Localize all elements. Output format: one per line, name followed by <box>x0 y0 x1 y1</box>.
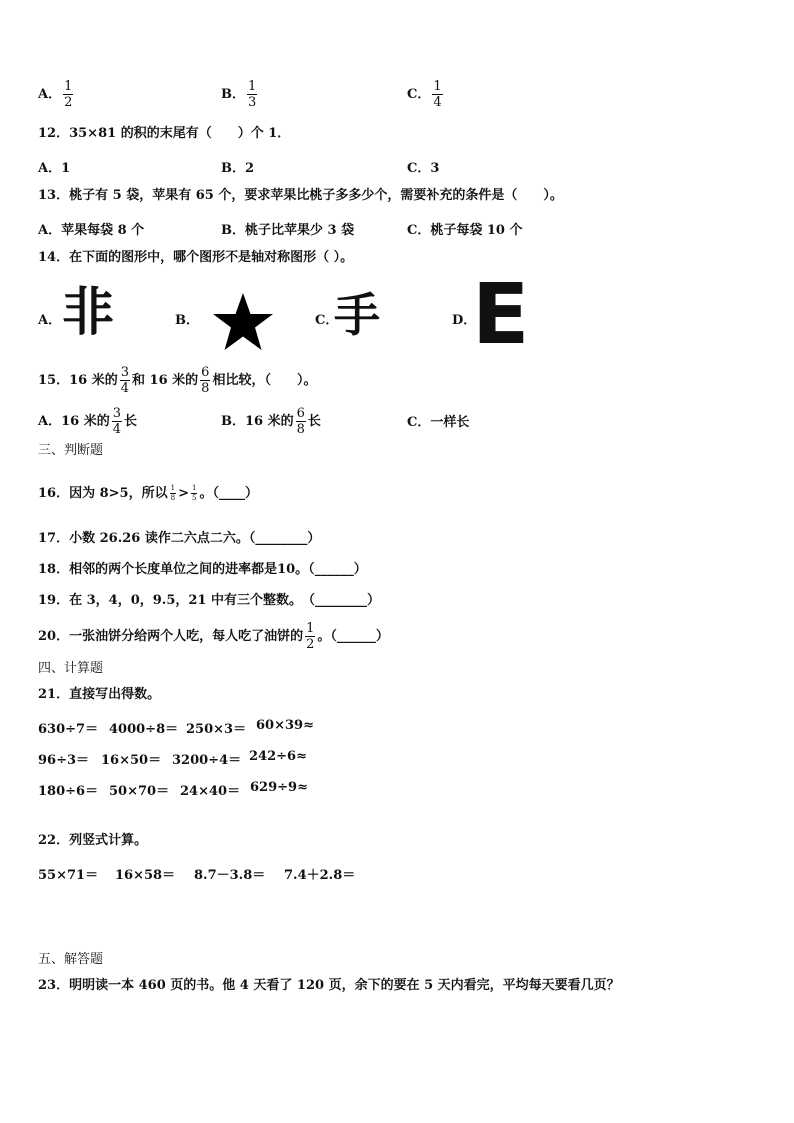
q12-option-c: C．3 <box>407 161 440 176</box>
answer-blank: ________ <box>315 593 367 608</box>
fraction: $\frac{1}{2}$ <box>64 79 73 110</box>
q21-r3c2: 50×70＝ <box>109 784 170 799</box>
q16-stem: 16．因为 8>5，所以 $\frac{1}{8}$ > $\frac{1}{5}$ 。（____） <box>38 484 258 502</box>
q14-option-b-label: B． <box>175 313 199 328</box>
q18-stem: 18．相邻的两个长度单位之间的进率都是10。（______） <box>38 562 367 577</box>
q21-r1c1: 630÷7＝ <box>38 722 99 737</box>
fei-character-figure: 非 <box>62 283 115 343</box>
q13-option-b: B．桃子比苹果少 3 袋 <box>221 223 355 238</box>
q19-stem: 19．在 3，4，0，9.5，21 中有三个整数。 （________） <box>38 593 381 608</box>
q21-r2c1: 96÷3＝ <box>38 753 90 768</box>
q15-stem: 15．16 米的 $\frac{3}{4}$ 和 16 米的 $\frac{6}{8}$ 相比较，（ ）。 <box>38 365 317 396</box>
q15-option-c: C．一样长 <box>407 415 470 430</box>
q21-r3c3: 24×40＝ <box>180 784 241 799</box>
fraction: $\frac{1}{2}$ <box>306 621 315 652</box>
q13-option-a: A．苹果每袋 8 个 <box>38 223 145 238</box>
fraction: $\frac{1}{8}$ <box>170 484 176 502</box>
q12-option-b: B．2 <box>221 161 255 176</box>
fraction: $\frac{6}{8}$ <box>201 365 210 396</box>
q14-stem: 14．在下面的图形中，哪个图形不是轴对称图形（ ）。 <box>38 250 354 265</box>
section-heading-judgement: 三、判断题 <box>38 443 104 458</box>
q21-r2c3: 3200÷4＝ <box>172 753 242 768</box>
q14-option-d-label: D． <box>452 313 477 328</box>
q15-option-a: A．16 米的 $\frac{3}{4}$ 长 <box>38 406 138 437</box>
fraction: $\frac{6}{8}$ <box>296 406 305 437</box>
answer-blank: ______ <box>314 562 354 577</box>
q21-r1c2: 4000÷8＝ <box>109 722 179 737</box>
fraction: $\frac{1}{5}$ <box>191 484 197 502</box>
section-heading-word-problems: 五、解答题 <box>38 952 104 967</box>
q21-r2c2: 16×50＝ <box>101 753 162 768</box>
fraction: $\frac{1}{3}$ <box>248 79 257 110</box>
q21-r2c4: 242÷6≈ <box>249 749 307 764</box>
fraction: $\frac{1}{4}$ <box>433 79 442 110</box>
q21-r1c4: 60×39≈ <box>256 718 314 733</box>
section-heading-calculation: 四、计算题 <box>38 661 104 676</box>
answer-blank: ____ <box>218 486 245 501</box>
q22-item-3: 8.7－3.8＝ <box>194 868 266 883</box>
q21-r3c4: 629÷9≈ <box>250 780 308 795</box>
fraction: $\frac{3}{4}$ <box>120 365 129 396</box>
q21-r1c3: 250×3＝ <box>186 722 247 737</box>
q11-option-b: B． $\frac{1}{3}$ <box>221 79 257 110</box>
star-icon <box>212 292 274 352</box>
q20-stem: 20．一张油饼分给两个人吃，每人吃了油饼的 $\frac{1}{2}$ 。（______） <box>38 621 389 652</box>
q23-stem: 23．明明读一本 460 页的书。他 4 天看了 120 页，余下的要在 5 天内看完，平均每天要看几页？ <box>38 978 620 993</box>
q22-item-1: 55×71＝ <box>38 868 99 883</box>
answer-blank: ________ <box>255 531 308 546</box>
q15-option-b: B．16 米的 $\frac{6}{8}$ 长 <box>221 406 321 437</box>
letter-e-figure: E <box>472 265 530 363</box>
q21-stem: 21．直接写出得数。 <box>38 687 161 702</box>
shou-character-figure: 手 <box>334 288 380 342</box>
q22-item-4: 7.4＋2.8＝ <box>284 868 356 883</box>
q14-option-a-label: A． <box>38 313 62 328</box>
q22-stem: 22．列竖式计算。 <box>38 833 148 848</box>
q14-option-c-label: C． <box>315 313 339 328</box>
q13-stem: 13．桃子有 5 袋，苹果有 65 个，要求苹果比桃子多多少个，需要补充的条件是（ ）。 <box>38 188 563 203</box>
q11-option-a: A． $\frac{1}{2}$ <box>38 79 73 110</box>
q12-stem: 12．35×81 的积的末尾有（ ）个 1． <box>38 126 291 141</box>
q22-item-2: 16×58＝ <box>115 868 176 883</box>
q12-option-a: A．1 <box>38 161 71 176</box>
fraction: $\frac{3}{4}$ <box>112 406 121 437</box>
q21-r3c1: 180÷6＝ <box>38 784 99 799</box>
q17-stem: 17．小数 26.26 读作二六点二六。（________） <box>38 531 321 546</box>
answer-blank: ______ <box>336 629 376 644</box>
q13-option-c: C．桃子每袋 10 个 <box>407 223 523 238</box>
q11-option-c: C． $\frac{1}{4}$ <box>407 79 442 110</box>
